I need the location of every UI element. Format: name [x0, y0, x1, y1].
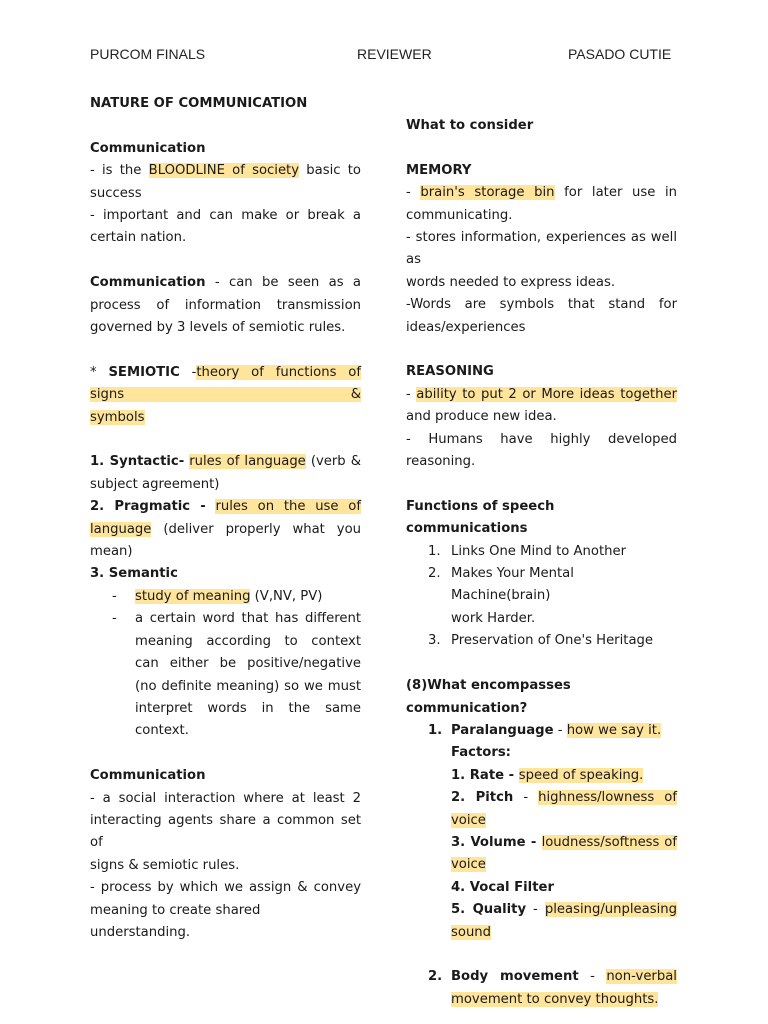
communication-definition: Communication - can be seen as a [90, 275, 361, 291]
semantic-heading: 3. Semantic [90, 566, 178, 582]
communication-line: signs & semiotic rules. [90, 857, 240, 873]
right-column [406, 115, 677, 1011]
communication-line: meaning to create shared understanding. [90, 902, 261, 940]
semantic-subitem: - a certain word that has different meaning according to context can either be positive/negative (no definite meaning) so we must interpret words in the same context. [112, 611, 361, 739]
communication-line: - a social interaction where at least 2 [90, 790, 361, 806]
highlight: theory of functions of signs & [90, 364, 361, 403]
body-movement-item: 2. Body movement - non-verbal [428, 969, 677, 985]
syntactic-item: 1. Syntactic- rules of language (verb & [90, 454, 361, 470]
pragmatic-item: 2. Pragmatic - rules on the use of [90, 499, 361, 515]
semantic-subitem: - study of meaning (V,NV, PV) [112, 588, 323, 604]
communication-line: governed by 3 levels of semiotic rules. [90, 320, 346, 336]
highlight: rules on the use of [215, 499, 361, 515]
factors-label: Factors: [451, 745, 511, 761]
communication-line: interacting agents share a common set of [90, 812, 361, 851]
highlight: voice [451, 857, 486, 873]
functions-item: 2. Makes Your Mental Machine(brain) [428, 566, 574, 604]
highlight: sound [451, 924, 492, 940]
highlight: how we say it. [566, 722, 662, 738]
highlight: language [90, 521, 152, 537]
encompass-heading: (8)What encompasses communication? [406, 678, 571, 716]
highlight: ability to put 2 or More ideas together [416, 386, 677, 402]
factor-quality-cont [406, 922, 677, 944]
header-right: PASADO CUTIE [568, 46, 672, 62]
what-to-consider-heading: What to consider [406, 118, 534, 133]
communication-line: - is the BLOODLINE of society basic to [90, 163, 361, 179]
memory-line: - stores information, experiences as well as [406, 230, 677, 268]
communication-line: - important and can make or break a [90, 208, 361, 224]
functions-item: 1. Links One Mind to Another [428, 543, 627, 559]
semiotic-definition: * SEMIOTIC -theory of functions of signs & [90, 364, 361, 403]
communication-line: certain nation. [90, 230, 187, 246]
factor-volume: 3. Volume - loudness/softness of [451, 834, 677, 850]
highlight: highness/lowness of voice [451, 790, 677, 828]
memory-line: - brain's storage bin for later use in [406, 185, 677, 201]
highlight: non-verbal [606, 969, 677, 985]
factor-volume-cont [406, 854, 677, 876]
reasoning-line: and produce new idea. [406, 409, 557, 425]
pragmatic-line: language (deliver properly what you [90, 521, 361, 537]
header-left: PURCOM FINALS [90, 46, 206, 62]
highlight: speed of speaking. [518, 767, 644, 783]
pragmatic-line: mean) [90, 544, 133, 560]
factor-vocal-filter: 4. Vocal Filter [451, 879, 554, 895]
highlight: symbols [90, 409, 145, 425]
memory-line: ideas/experiences [406, 319, 526, 335]
highlight: rules of language [189, 454, 306, 470]
highlight: movement to convey thoughts. [451, 991, 659, 1007]
highlight: BLOODLINE of society [148, 163, 300, 179]
semiotic-line [90, 407, 361, 429]
left-column [90, 93, 361, 944]
memory-heading: MEMORY [406, 162, 472, 178]
factor-pitch: 2. Pitch - highness/lowness of voice [451, 790, 677, 828]
communication-line: success [90, 185, 142, 201]
factor-quality: 5. Quality - pleasing/unpleasing [451, 902, 677, 918]
highlight: study of meaning [135, 588, 251, 604]
communication-heading-1: Communication [90, 140, 206, 156]
functions-item: 3. Preservation of One's Heritage [428, 633, 654, 649]
factor-rate: 1. Rate - speed of speaking. [451, 767, 644, 783]
memory-line: communicating. [406, 207, 513, 223]
functions-heading: Functions of speech communications [406, 498, 555, 537]
memory-line: words needed to express ideas. [406, 274, 616, 290]
memory-line: -Words are symbols that stand for [406, 297, 677, 313]
communication-line: - process by which we assign & convey [90, 880, 361, 896]
body-movement-cont [406, 989, 677, 1011]
functions-item: work Harder. [451, 610, 536, 626]
highlight: pleasing/unpleasing [544, 902, 677, 918]
reasoning-line: - Humans have highly developed [406, 431, 677, 447]
header-center: REVIEWER [357, 46, 432, 62]
reasoning-heading: REASONING [406, 364, 494, 380]
communication-line: process of information transmission [90, 297, 361, 313]
section-title: NATURE OF COMMUNICATION [90, 96, 308, 111]
paralanguage-item: 1. Paralanguage - how we say it. [428, 722, 662, 738]
communication-heading-3: Communication [90, 768, 206, 784]
highlight: loudness/softness of [541, 834, 677, 850]
syntactic-line: subject agreement) [90, 476, 220, 492]
highlight: brain's storage bin [420, 185, 555, 201]
reasoning-line: reasoning. [406, 454, 476, 470]
reasoning-line: - ability to put 2 or More ideas together [406, 386, 677, 402]
